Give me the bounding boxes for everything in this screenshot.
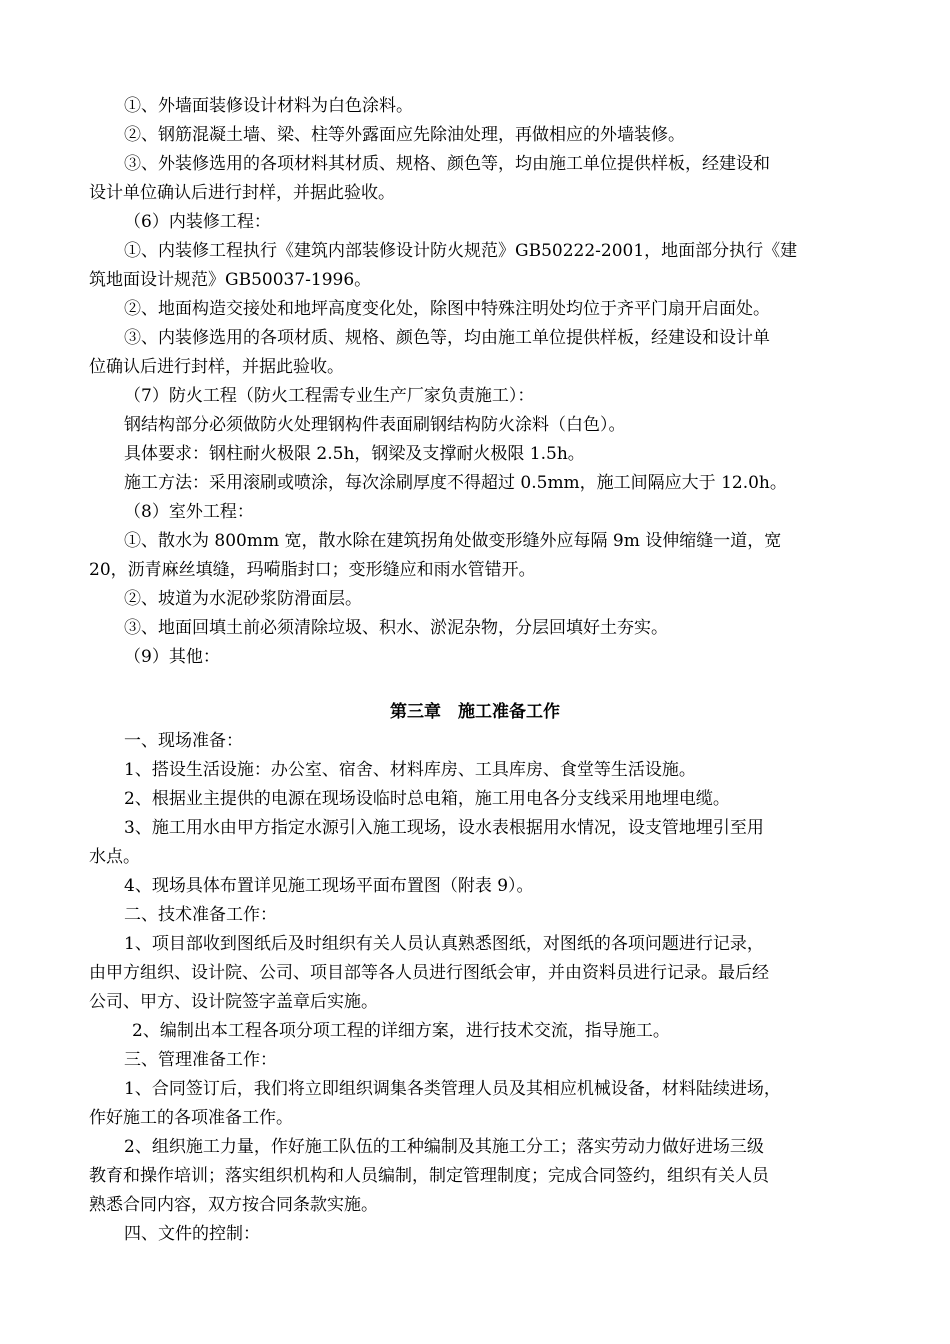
paragraph-line: ①、散水为 800mm 宽，散水除在建筑拐角处做变形缝外应每隔 9m 设伸缩缝一道，宽 [124, 531, 782, 551]
paragraph-line: 4、现场具体布置详见施工现场平面布置图（附表 9）。 [124, 876, 534, 896]
paragraph-line: 2、编制出本工程各项分项工程的详细方案，进行技术交流，指导施工。 [132, 1021, 670, 1041]
paragraph-line: 1、项目部收到图纸后及时组织有关人员认真熟悉图纸，对图纸的各项问题进行记录， [124, 934, 764, 954]
section-heading: （8）室外工程： [124, 502, 254, 522]
paragraph-line: 由甲方组织、设计院、公司、项目部等各人员进行图纸会审，并由资料员进行记录。最后经 [89, 963, 769, 983]
paragraph-line: 位确认后进行封样，并据此验收。 [89, 357, 344, 377]
paragraph-line: ②、地面构造交接处和地坪高度变化处，除图中特殊注明处均位于齐平门扇开启面处。 [124, 299, 770, 319]
paragraph-line: 具体要求：钢柱耐火极限 2.5h，钢梁及支撑耐火极限 1.5h。 [124, 444, 585, 464]
paragraph-line: ③、外装修选用的各项材料其材质、规格、颜色等，均由施工单位提供样板，经建设和 [124, 154, 770, 174]
section-heading: 二、技术准备工作： [124, 905, 277, 925]
section-heading: 四、文件的控制： [124, 1224, 260, 1244]
section-heading: （7）防火工程（防火工程需专业生产厂家负责施工）： [124, 386, 535, 406]
paragraph-line: ③、内装修选用的各项材质、规格、颜色等，均由施工单位提供样板，经建设和设计单 [124, 328, 770, 348]
paragraph-line: 2、根据业主提供的电源在现场设临时总电箱，施工用电各分支线采用地埋电缆。 [124, 789, 730, 809]
section-heading: （9）其他： [124, 647, 220, 667]
paragraph-line: ①、内装修工程执行《建筑内部装修设计防火规范》GB50222-2001，地面部分执行《建 [124, 241, 798, 261]
section-heading: 三、管理准备工作： [124, 1050, 277, 1070]
paragraph-line: 施工方法：采用滚刷或喷涂，每次涂刷厚度不得超过 0.5mm，施工间隔应大于 12.0h。 [124, 473, 787, 493]
paragraph-line: 钢结构部分必须做防火处理钢构件表面刷钢结构防火涂料（白色）。 [124, 415, 626, 435]
paragraph-line: 水点。 [89, 847, 140, 867]
paragraph-line: 筑地面设计规范》GB50037-1996。 [89, 270, 372, 290]
paragraph-line: 熟悉合同内容，双方按合同条款实施。 [89, 1195, 378, 1215]
paragraph-line: 20，沥青麻丝填缝，玛嗬脂封口；变形缝应和雨水管错开。 [89, 560, 536, 580]
paragraph-line: 3、施工用水由甲方指定水源引入施工现场，设水表根据用水情况，设支管地埋引至用 [124, 818, 764, 838]
paragraph-line: 设计单位确认后进行封样，并据此验收。 [89, 183, 395, 203]
paragraph-line: 1、合同签订后，我们将立即组织调集各类管理人员及其相应机械设备，材料陆续进场， [124, 1079, 781, 1099]
section-heading: 一、现场准备： [124, 731, 243, 751]
paragraph-line: 作好施工的各项准备工作。 [89, 1108, 293, 1128]
paragraph-line: ③、地面回填土前必须清除垃圾、积水、淤泥杂物，分层回填好土夯实。 [124, 618, 668, 638]
paragraph-line: 2、组织施工力量，作好施工队伍的工种编制及其施工分工；落实劳动力做好进场三级 [124, 1137, 764, 1157]
paragraph-line: 公司、甲方、设计院签字盖章后实施。 [89, 992, 378, 1012]
paragraph-line: 教育和操作培训；落实组织机构和人员编制，制定管理制度；完成合同签约，组织有关人员 [89, 1166, 769, 1186]
paragraph-line: ②、钢筋混凝土墙、梁、柱等外露面应先除油处理，再做相应的外墙装修。 [124, 125, 685, 145]
paragraph-line: ②、坡道为水泥砂浆防滑面层。 [124, 589, 362, 609]
paragraph-line: 1、搭设生活设施：办公室、宿舍、材料库房、工具库房、食堂等生活设施。 [124, 760, 696, 780]
section-heading: （6）内装修工程： [124, 212, 271, 232]
paragraph-line: ①、外墙面装修设计材料为白色涂料。 [124, 96, 413, 116]
chapter-title: 第三章 施工准备工作 [390, 702, 560, 722]
